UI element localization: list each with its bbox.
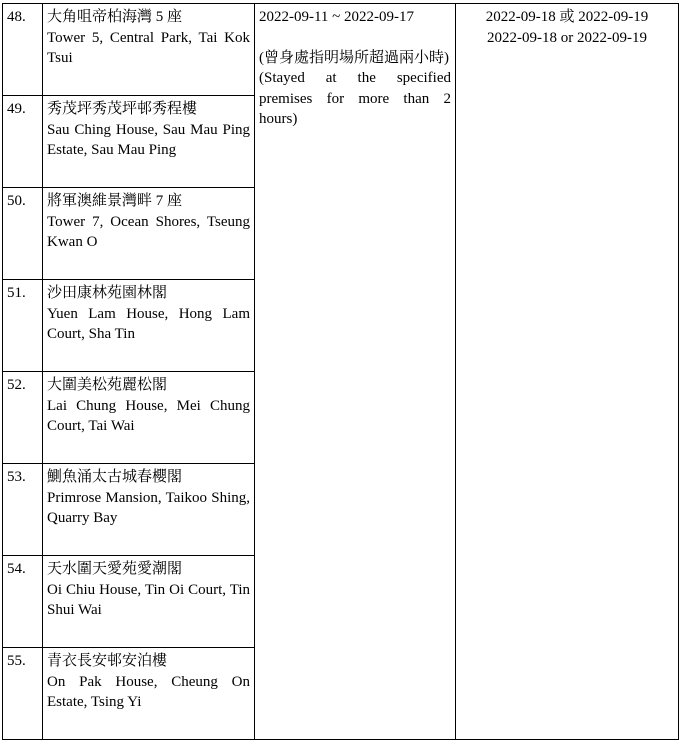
location-name-zh: 鰂魚涌太古城春櫻閣 xyxy=(47,469,183,485)
row-number: 49. xyxy=(3,96,43,188)
remark-zh: (曾身處指明場所超過兩小時) xyxy=(259,49,449,66)
row-number: 51. xyxy=(3,280,43,372)
location-cell xyxy=(43,556,255,648)
test-dates-zh: 2022-09-18 或 2022-09-19 xyxy=(485,9,649,25)
row-number: 54. xyxy=(3,556,43,648)
location-name-en: Primrose Mansion, Taikoo Shing, Quarry Bay xyxy=(47,489,250,526)
location-cell xyxy=(43,464,255,556)
remark-en: (Stayed at the specified premises for more than 2 hours) xyxy=(259,70,451,127)
table-row xyxy=(3,4,679,96)
premises-table xyxy=(2,3,679,740)
location-cell xyxy=(43,372,255,464)
test-dates-en: 2022-09-18 or 2022-09-19 xyxy=(487,29,647,46)
location-name-en: Lai Chung House, Mei Chung Court, Tai Wai xyxy=(47,397,250,434)
location-name-zh: 大圍美松苑麗松閣 xyxy=(47,377,168,393)
location-cell xyxy=(43,4,255,96)
location-name-en: Tower 5, Central Park, Tai Kok Tsui xyxy=(47,29,250,66)
row-number: 48. xyxy=(3,4,43,96)
location-name-zh: 將軍澳維景灣畔 7 座 xyxy=(47,193,183,209)
location-name-en: Oi Chiu House, Tin Oi Court, Tin Shui Wai xyxy=(47,581,250,618)
location-cell xyxy=(43,648,255,740)
date-range: 2022-09-11 ~ 2022-09-17 xyxy=(259,9,415,25)
location-name-zh: 秀茂坪秀茂坪邨秀程樓 xyxy=(47,101,198,117)
test-date-cell xyxy=(456,4,679,740)
location-name-en: Yuen Lam House, Hong Lam Court, Sha Tin xyxy=(47,305,250,342)
location-name-zh: 沙田康林苑園林閣 xyxy=(47,285,168,301)
location-cell xyxy=(43,280,255,372)
location-name-zh: 大角咀帝柏海灣 5 座 xyxy=(47,9,183,25)
location-name-en: Sau Ching House, Sau Mau Ping Estate, Sau Mau Ping xyxy=(47,121,250,158)
row-number: 50. xyxy=(3,188,43,280)
location-name-zh: 青衣長安邨安泊樓 xyxy=(47,653,168,669)
location-cell xyxy=(43,188,255,280)
location-name-zh: 天水圍天愛苑愛潮閣 xyxy=(47,561,183,577)
period-cell xyxy=(255,4,456,740)
row-number: 52. xyxy=(3,372,43,464)
row-number: 53. xyxy=(3,464,43,556)
location-name-en: Tower 7, Ocean Shores, Tseung Kwan O xyxy=(47,213,250,250)
row-number: 55. xyxy=(3,648,43,740)
location-name-en: On Pak House, Cheung On Estate, Tsing Yi xyxy=(47,673,250,710)
location-cell xyxy=(43,96,255,188)
